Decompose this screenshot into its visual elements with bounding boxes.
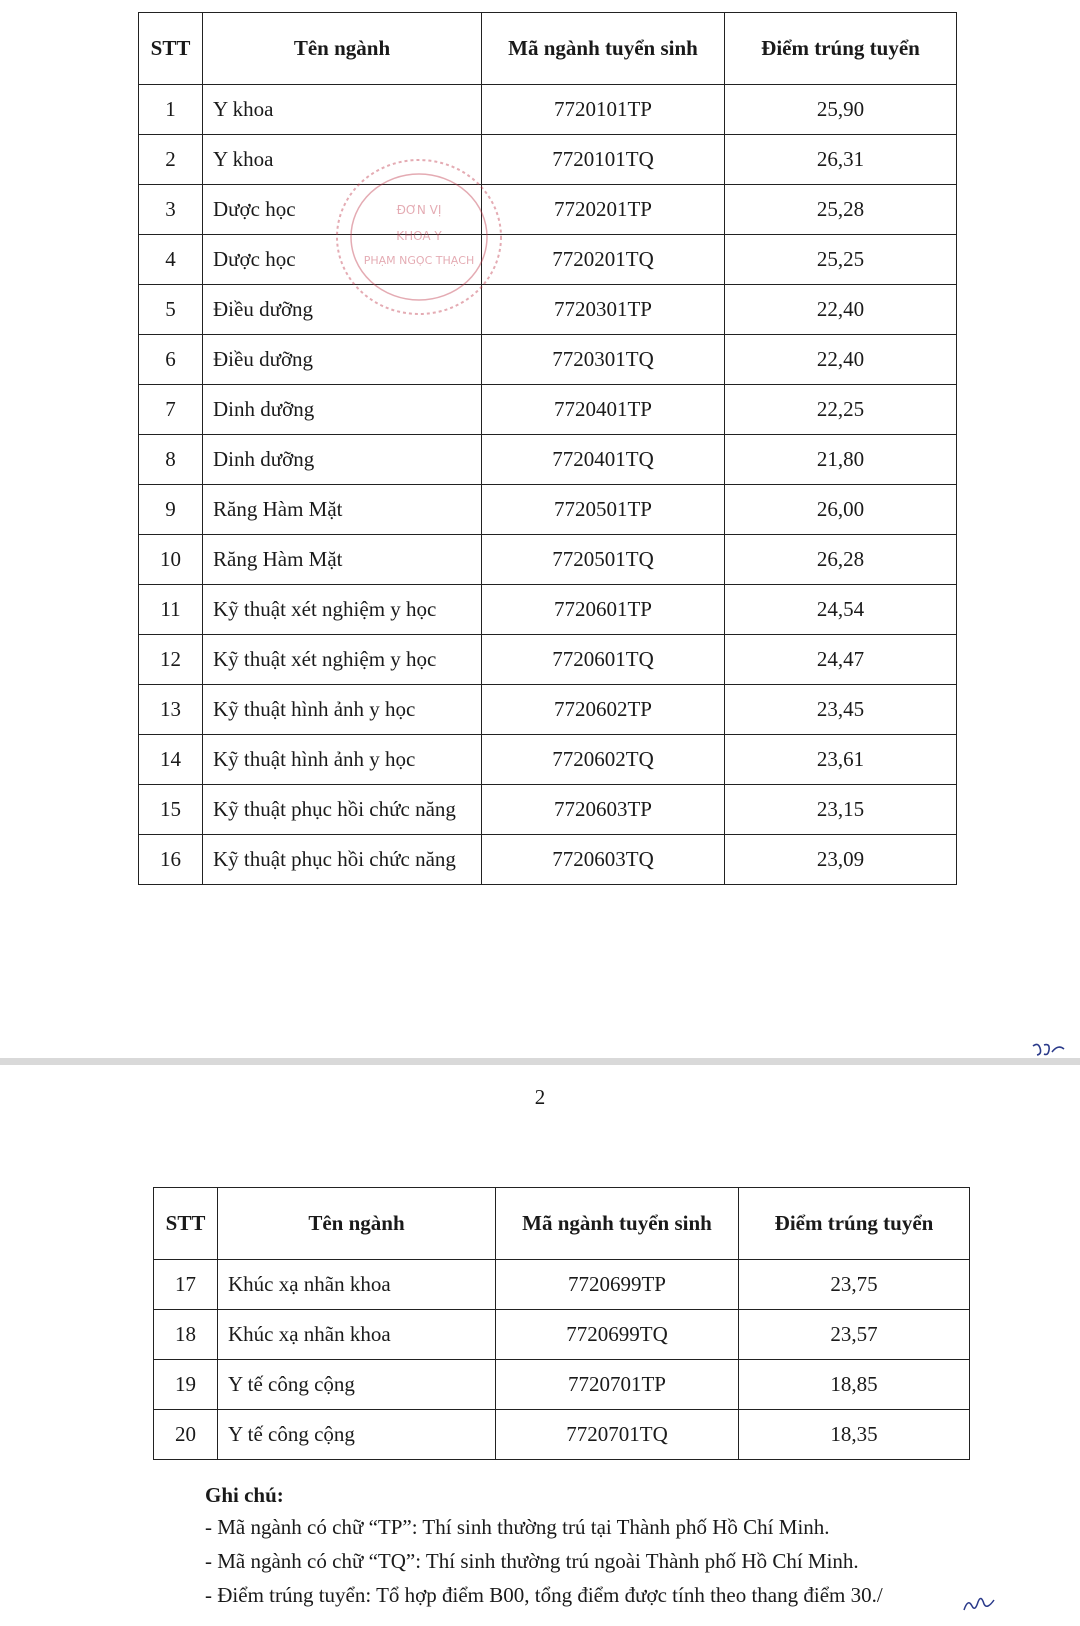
cell-stt: 7 bbox=[139, 385, 203, 435]
cell-stt: 5 bbox=[139, 285, 203, 335]
cell-major-name: Kỹ thuật hình ảnh y học bbox=[203, 685, 482, 735]
header-stt: STT bbox=[139, 13, 203, 85]
table-row bbox=[139, 635, 957, 685]
table-row bbox=[139, 235, 957, 285]
cell-admission-score: 18,35 bbox=[739, 1410, 970, 1460]
table-row bbox=[139, 785, 957, 835]
cell-major-code: 7720602TQ bbox=[482, 735, 725, 785]
cell-major-name: Y tế công cộng bbox=[218, 1360, 496, 1410]
table-row bbox=[154, 1410, 970, 1460]
cell-stt: 3 bbox=[139, 185, 203, 235]
cell-major-code: 7720701TQ bbox=[496, 1410, 739, 1460]
table-row bbox=[139, 685, 957, 735]
cell-major-code: 7720201TP bbox=[482, 185, 725, 235]
signature-mark-icon bbox=[962, 1590, 996, 1616]
cell-stt: 2 bbox=[139, 135, 203, 185]
cell-stt: 13 bbox=[139, 685, 203, 735]
header-stt: STT bbox=[154, 1188, 218, 1260]
cell-admission-score: 22,25 bbox=[725, 385, 957, 435]
header-admission-score: Điểm trúng tuyển bbox=[725, 13, 957, 85]
admission-score-table-page-1 bbox=[138, 12, 957, 885]
cell-stt: 18 bbox=[154, 1310, 218, 1360]
header-major-name: Tên ngành bbox=[203, 13, 482, 85]
table-row bbox=[139, 285, 957, 335]
table-row bbox=[154, 1310, 970, 1360]
cell-major-name: Kỹ thuật xét nghiệm y học bbox=[203, 635, 482, 685]
cell-major-name: Khúc xạ nhãn khoa bbox=[218, 1310, 496, 1360]
cell-admission-score: 26,28 bbox=[725, 535, 957, 585]
cell-major-code: 7720701TP bbox=[496, 1360, 739, 1410]
cell-stt: 9 bbox=[139, 485, 203, 535]
cell-major-code: 7720501TP bbox=[482, 485, 725, 535]
cell-admission-score: 25,25 bbox=[725, 235, 957, 285]
cell-major-name: Dinh dưỡng bbox=[203, 435, 482, 485]
cell-stt: 15 bbox=[139, 785, 203, 835]
cell-admission-score: 23,57 bbox=[739, 1310, 970, 1360]
table-header-row bbox=[139, 13, 957, 85]
cell-major-name: Y khoa bbox=[203, 135, 482, 185]
cell-admission-score: 23,75 bbox=[739, 1260, 970, 1310]
stamp-text-line-1: ĐƠN VỊ bbox=[396, 203, 442, 217]
table-header-row bbox=[154, 1188, 970, 1260]
official-stamp-icon bbox=[333, 156, 505, 318]
cell-major-name: Răng Hàm Mặt bbox=[203, 485, 482, 535]
cell-major-name: Khúc xạ nhãn khoa bbox=[218, 1260, 496, 1310]
cell-admission-score: 23,15 bbox=[725, 785, 957, 835]
table-row bbox=[154, 1260, 970, 1310]
cell-admission-score: 22,40 bbox=[725, 335, 957, 385]
cell-admission-score: 24,47 bbox=[725, 635, 957, 685]
stamp-text-line-2: KHOA Y bbox=[396, 229, 442, 243]
table-row bbox=[139, 835, 957, 885]
cell-major-name: Kỹ thuật hình ảnh y học bbox=[203, 735, 482, 785]
cell-stt: 19 bbox=[154, 1360, 218, 1410]
cell-major-code: 7720101TQ bbox=[482, 135, 725, 185]
table-row bbox=[139, 135, 957, 185]
cell-stt: 1 bbox=[139, 85, 203, 135]
cell-stt: 14 bbox=[139, 735, 203, 785]
cell-admission-score: 26,31 bbox=[725, 135, 957, 185]
admission-score-table-page-2 bbox=[153, 1187, 970, 1460]
cell-major-name: Dược học bbox=[203, 235, 482, 285]
cell-admission-score: 24,54 bbox=[725, 585, 957, 635]
cell-major-code: 7720501TQ bbox=[482, 535, 725, 585]
cell-major-name: Điều dưỡng bbox=[203, 335, 482, 385]
page-number: 2 bbox=[534, 1085, 546, 1109]
header-major-code: Mã ngành tuyển sinh bbox=[482, 13, 725, 85]
table-row bbox=[139, 535, 957, 585]
cell-major-name: Dinh dưỡng bbox=[203, 385, 482, 435]
cell-stt: 20 bbox=[154, 1410, 218, 1460]
cell-stt: 12 bbox=[139, 635, 203, 685]
cell-major-name: Điều dưỡng bbox=[203, 285, 482, 335]
header-major-code: Mã ngành tuyển sinh bbox=[496, 1188, 739, 1260]
cell-stt: 17 bbox=[154, 1260, 218, 1310]
table-row bbox=[139, 435, 957, 485]
cell-admission-score: 23,45 bbox=[725, 685, 957, 735]
page-separator bbox=[0, 1058, 1080, 1065]
cell-admission-score: 23,61 bbox=[725, 735, 957, 785]
table-row bbox=[139, 735, 957, 785]
table-row bbox=[139, 335, 957, 385]
note-line-score: - Điểm trúng tuyển: Tổ hợp điểm B00, tổng điểm được tính theo thang điểm 30./ bbox=[205, 1583, 883, 1607]
cell-stt: 8 bbox=[139, 435, 203, 485]
cell-major-name: Kỹ thuật xét nghiệm y học bbox=[203, 585, 482, 635]
cell-major-code: 7720603TP bbox=[482, 785, 725, 835]
table-row bbox=[139, 85, 957, 135]
cell-admission-score: 25,28 bbox=[725, 185, 957, 235]
notes-title: Ghi chú: bbox=[205, 1483, 284, 1507]
table-row bbox=[139, 185, 957, 235]
cell-stt: 4 bbox=[139, 235, 203, 285]
cell-major-name: Kỹ thuật phục hồi chức năng bbox=[203, 785, 482, 835]
note-line-tq: - Mã ngành có chữ “TQ”: Thí sinh thường trú ngoài Thành phố Hồ Chí Minh. bbox=[205, 1549, 859, 1573]
cell-major-code: 7720201TQ bbox=[482, 235, 725, 285]
table-row bbox=[139, 385, 957, 435]
cell-major-name: Dược học bbox=[203, 185, 482, 235]
note-line-tp: - Mã ngành có chữ “TP”: Thí sinh thường trú tại Thành phố Hồ Chí Minh. bbox=[205, 1515, 830, 1539]
cell-major-code: 7720601TP bbox=[482, 585, 725, 635]
cell-major-code: 7720601TQ bbox=[482, 635, 725, 685]
table-row bbox=[139, 485, 957, 535]
stamp-text-line-3: PHẠM NGỌC THẠCH bbox=[363, 254, 475, 267]
cell-major-code: 7720603TQ bbox=[482, 835, 725, 885]
cell-major-code: 7720699TQ bbox=[496, 1310, 739, 1360]
cell-admission-score: 23,09 bbox=[725, 835, 957, 885]
cell-admission-score: 18,85 bbox=[739, 1360, 970, 1410]
cell-admission-score: 22,40 bbox=[725, 285, 957, 335]
table-row bbox=[154, 1360, 970, 1410]
cell-stt: 16 bbox=[139, 835, 203, 885]
header-major-name: Tên ngành bbox=[218, 1188, 496, 1260]
cell-admission-score: 21,80 bbox=[725, 435, 957, 485]
cell-major-code: 7720401TQ bbox=[482, 435, 725, 485]
cell-stt: 10 bbox=[139, 535, 203, 585]
notes-section bbox=[205, 1480, 1065, 1612]
header-admission-score: Điểm trúng tuyển bbox=[739, 1188, 970, 1260]
cell-major-code: 7720301TP bbox=[482, 285, 725, 335]
table-row bbox=[139, 585, 957, 635]
cell-major-code: 7720602TP bbox=[482, 685, 725, 735]
cell-major-code: 7720401TP bbox=[482, 385, 725, 435]
cell-stt: 6 bbox=[139, 335, 203, 385]
cell-major-code: 7720301TQ bbox=[482, 335, 725, 385]
cell-major-name: Y khoa bbox=[203, 85, 482, 135]
cell-major-code: 7720699TP bbox=[496, 1260, 739, 1310]
initials-mark-icon bbox=[1030, 1040, 1068, 1060]
cell-stt: 11 bbox=[139, 585, 203, 635]
cell-admission-score: 25,90 bbox=[725, 85, 957, 135]
cell-major-code: 7720101TP bbox=[482, 85, 725, 135]
cell-major-name: Y tế công cộng bbox=[218, 1410, 496, 1460]
cell-admission-score: 26,00 bbox=[725, 485, 957, 535]
cell-major-name: Răng Hàm Mặt bbox=[203, 535, 482, 585]
cell-major-name: Kỹ thuật phục hồi chức năng bbox=[203, 835, 482, 885]
